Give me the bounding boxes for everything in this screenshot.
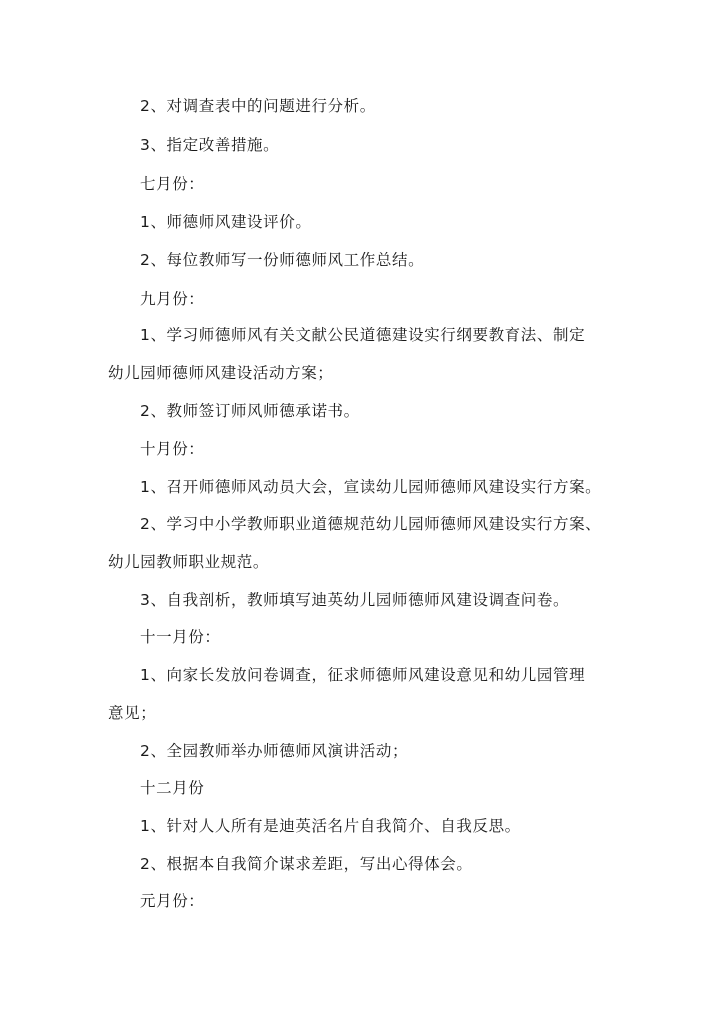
paragraph-line: 3、自我剖析，教师填写迪英幼儿园师德师风建设调查问卷。: [140, 591, 570, 609]
section-heading: 元月份：: [140, 892, 205, 910]
paragraph-line: 幼儿园教师职业规范。: [108, 553, 270, 571]
paragraph-line: 2、学习中小学教师职业道德规范幼儿园师德师风建设实行方案、: [140, 515, 602, 533]
paragraph-line: 2、根据本自我简介谋求差距，写出心得体会。: [140, 855, 473, 873]
paragraph-line: 1、召开师德师风动员大会，宣读幼儿园师德师风建设实行方案。: [140, 478, 602, 496]
paragraph-line: 2、教师签订师风师德承诺书。: [140, 402, 360, 420]
section-heading: 十一月份：: [140, 628, 221, 646]
paragraph-line: 1、师德师风建设评价。: [140, 213, 312, 231]
paragraph-line: 1、向家长发放问卷调查，征求师德师风建设意见和幼儿园管理: [140, 666, 586, 684]
section-heading: 九月份：: [140, 290, 205, 308]
paragraph-line: 幼儿园师德师风建设活动方案；: [108, 364, 334, 382]
paragraph-line: 3、指定改善措施。: [140, 136, 280, 154]
paragraph-line: 1、学习师德师风有关文献公民道德建设实行纲要教育法、制定: [140, 326, 586, 344]
section-heading: 七月份：: [140, 175, 205, 193]
paragraph-line: 2、每位教师写一份师德师风工作总结。: [140, 251, 425, 269]
paragraph-line: 2、全园教师举办师德师风演讲活动；: [140, 742, 409, 760]
paragraph-line: 2、对调查表中的问题进行分析。: [140, 97, 376, 115]
section-heading: 十月份：: [140, 440, 205, 458]
paragraph-line: 意见；: [108, 704, 157, 722]
paragraph-line: 1、针对人人所有是迪英活名片自我简介、自我反思。: [140, 817, 521, 835]
section-heading: 十二月份: [140, 779, 205, 797]
